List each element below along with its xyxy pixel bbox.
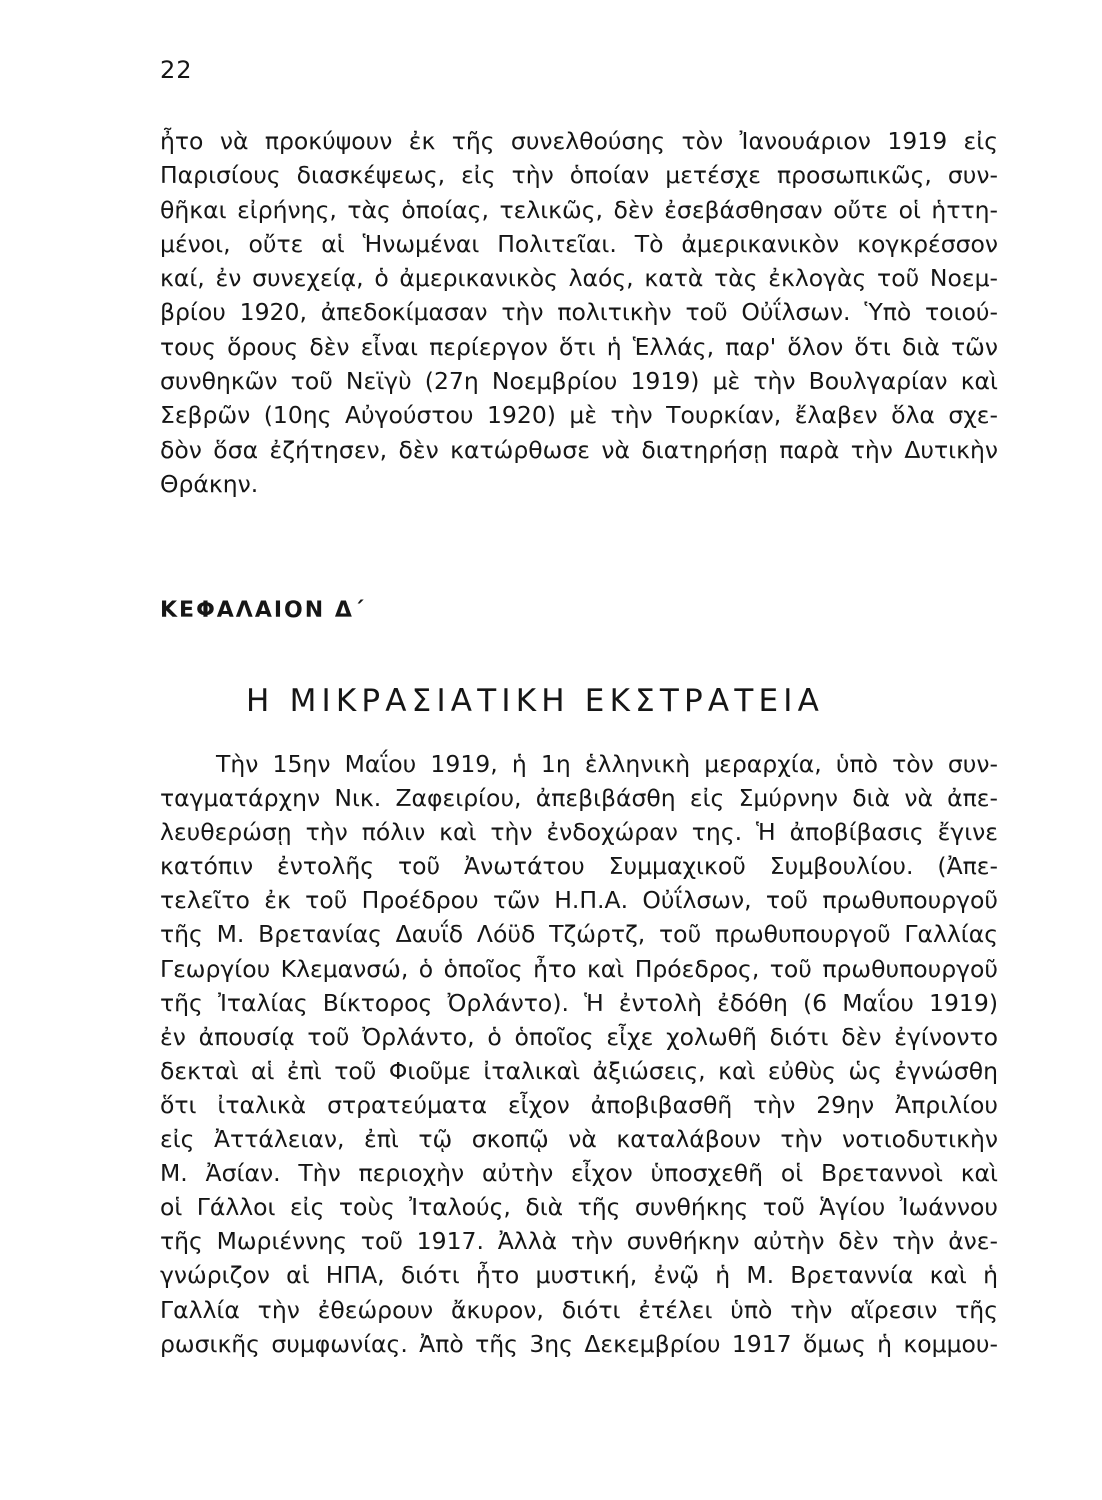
text-line: τελεῖτο ἐκ τοῦ Προέδρου τῶν Η.Π.Α. Οὐΐλσων, τοῦ πρωθυπουργοῦ	[160, 886, 998, 915]
text-line: τῆς Μ. Βρετανίας Δαυΐδ Λόϋδ Τζώρτζ, τοῦ πρωθυπουργοῦ Γαλλίας	[160, 920, 998, 949]
text-line: Μ. Ἀσίαν. Τὴν περιοχὴν αὐτὴν εἶχον ὑποσχεθῆ οἱ Βρεταννοὶ καὶ	[160, 1159, 998, 1188]
text-line: λευθερώσῃ τὴν πόλιν καὶ τὴν ἐνδοχώραν της. Ἡ ἀποβίβασις ἔγινε	[160, 818, 998, 847]
text-line: δὸν ὅσα ἐζήτησεν, δὲν κατώρθωσε νὰ διατηρήσῃ παρὰ τὴν Δυτικὴν	[160, 435, 998, 464]
text-line: Τὴν 15ην Μαΐου 1919, ἡ 1η ἑλληνικὴ μεραρχία, ὑπὸ τὸν συν-	[216, 750, 998, 778]
text-line: ἦτο νὰ προκύψουν ἐκ τῆς συνελθούσης τὸν Ἰανουάριον 1919 εἰς	[160, 127, 998, 155]
text-line: κατόπιν ἐντολῆς τοῦ Ἀνωτάτου Συμμαχικοῦ Συμβουλίου. (Ἀπε-	[160, 852, 998, 881]
text-line: τῆς Ἰταλίας Βίκτορος Ὀρλάντο). Ἡ ἐντολὴ ἐδόθη (6 Μαΐου 1919)	[160, 988, 998, 1017]
text-line: Γεωργίου Κλεμανσώ, ὁ ὁποῖος ἦτο καὶ Πρόεδρος, τοῦ πρωθυπουργοῦ	[160, 954, 998, 983]
text-line: Σεβρῶν (10ης Αὐγούστου 1920) μὲ τὴν Τουρκίαν, ἔλαβεν ὅλα σχε-	[160, 401, 998, 430]
text-line: ρωσικῆς συμφωνίας. Ἀπὸ τῆς 3ης Δεκεμβρίου 1917 ὅμως ἡ κομμου-	[160, 1329, 998, 1358]
paragraph-main	[160, 747, 998, 1361]
text-line: τους ὅρους δὲν εἶναι περίεργον ὅτι ἡ Ἑλλάς, παρ' ὅλον ὅτι διὰ τῶν	[160, 332, 998, 361]
chapter-label: ΚΕΦΑΛΑΙΟΝ Δ΄	[160, 598, 366, 623]
text-line: ἐν ἀπουσίᾳ τοῦ Ὀρλάντο, ὁ ὁποῖος εἶχε χολωθῆ διότι δὲν ἐγίνοντο	[160, 1022, 998, 1051]
text-line: Γαλλία τὴν ἐθεώρουν ἄκυρον, διότι ἐτέλει ὑπὸ τὴν αἵρεσιν τῆς	[160, 1295, 998, 1324]
text-line: καί, ἐν συνεχείᾳ, ὁ ἀμερικανικὸς λαός, κατὰ τὰς ἐκλογὰς τοῦ Νοεμ-	[160, 264, 998, 293]
text-line: εἰς Ἀττάλειαν, ἐπὶ τῷ σκοπῷ νὰ καταλάβουν τὴν νοτιοδυτικὴν	[160, 1125, 998, 1154]
text-line: μένοι, οὔτε αἱ Ἡνωμέναι Πολιτεῖαι. Τὸ ἀμερικανικὸν κογκρέσσον	[160, 229, 998, 258]
text-line: τῆς Μωριέννης τοῦ 1917. Ἀλλὰ τὴν συνθήκην αὐτὴν δὲν τὴν ἀνε-	[160, 1227, 998, 1256]
text-line: οἱ Γάλλοι εἰς τοὺς Ἰταλούς, διὰ τῆς συνθήκης τοῦ Ἁγίου Ἰωάννου	[160, 1193, 998, 1222]
text-line: Παρισίους διασκέψεως, εἰς τὴν ὁποίαν μετέσχε προσωπικῶς, συν-	[160, 161, 998, 190]
text-line: Θράκην.	[160, 469, 259, 498]
text-line: ταγματάρχην Νικ. Ζαφειρίου, ἀπεβιβάσθη εἰς Σμύρνην διὰ νὰ ἀπε-	[160, 784, 998, 813]
text-line: ὅτι ἰταλικὰ στρατεύματα εἶχον ἀποβιβασθῆ τὴν 29ην Ἀπριλίου	[160, 1090, 998, 1119]
text-line: δεκταὶ αἱ ἐπὶ τοῦ Φιοῦμε ἰταλικαὶ ἀξιώσεις, καὶ εὐθὺς ὡς ἐγνώσθη	[160, 1056, 998, 1085]
text-line: θῆκαι εἰρήνης, τὰς ὁποίας, τελικῶς, δὲν ἐσεβάσθησαν οὔτε οἱ ἡττη-	[160, 195, 998, 224]
text-line: γνώριζον αἱ ΗΠΑ, διότι ἦτο μυστική, ἐνῷ ἡ Μ. Βρεταννία καὶ ἡ	[160, 1261, 998, 1290]
paragraph-intro	[160, 124, 998, 501]
page-number: 22	[160, 56, 193, 84]
text-line: βρίου 1920, ἀπεδοκίμασαν τὴν πολιτικὴν τοῦ Οὐΐλσων. Ὑπὸ τοιού-	[160, 298, 998, 327]
text-line: συνθηκῶν τοῦ Νεϊγὺ (27η Νοεμβρίου 1919) μὲ τὴν Βουλγαρίαν καὶ	[160, 367, 998, 396]
chapter-title: Η ΜΙΚΡΑΣΙΑΤΙΚΗ ΕΚΣΤΡΑΤΕΙΑ	[246, 683, 825, 719]
